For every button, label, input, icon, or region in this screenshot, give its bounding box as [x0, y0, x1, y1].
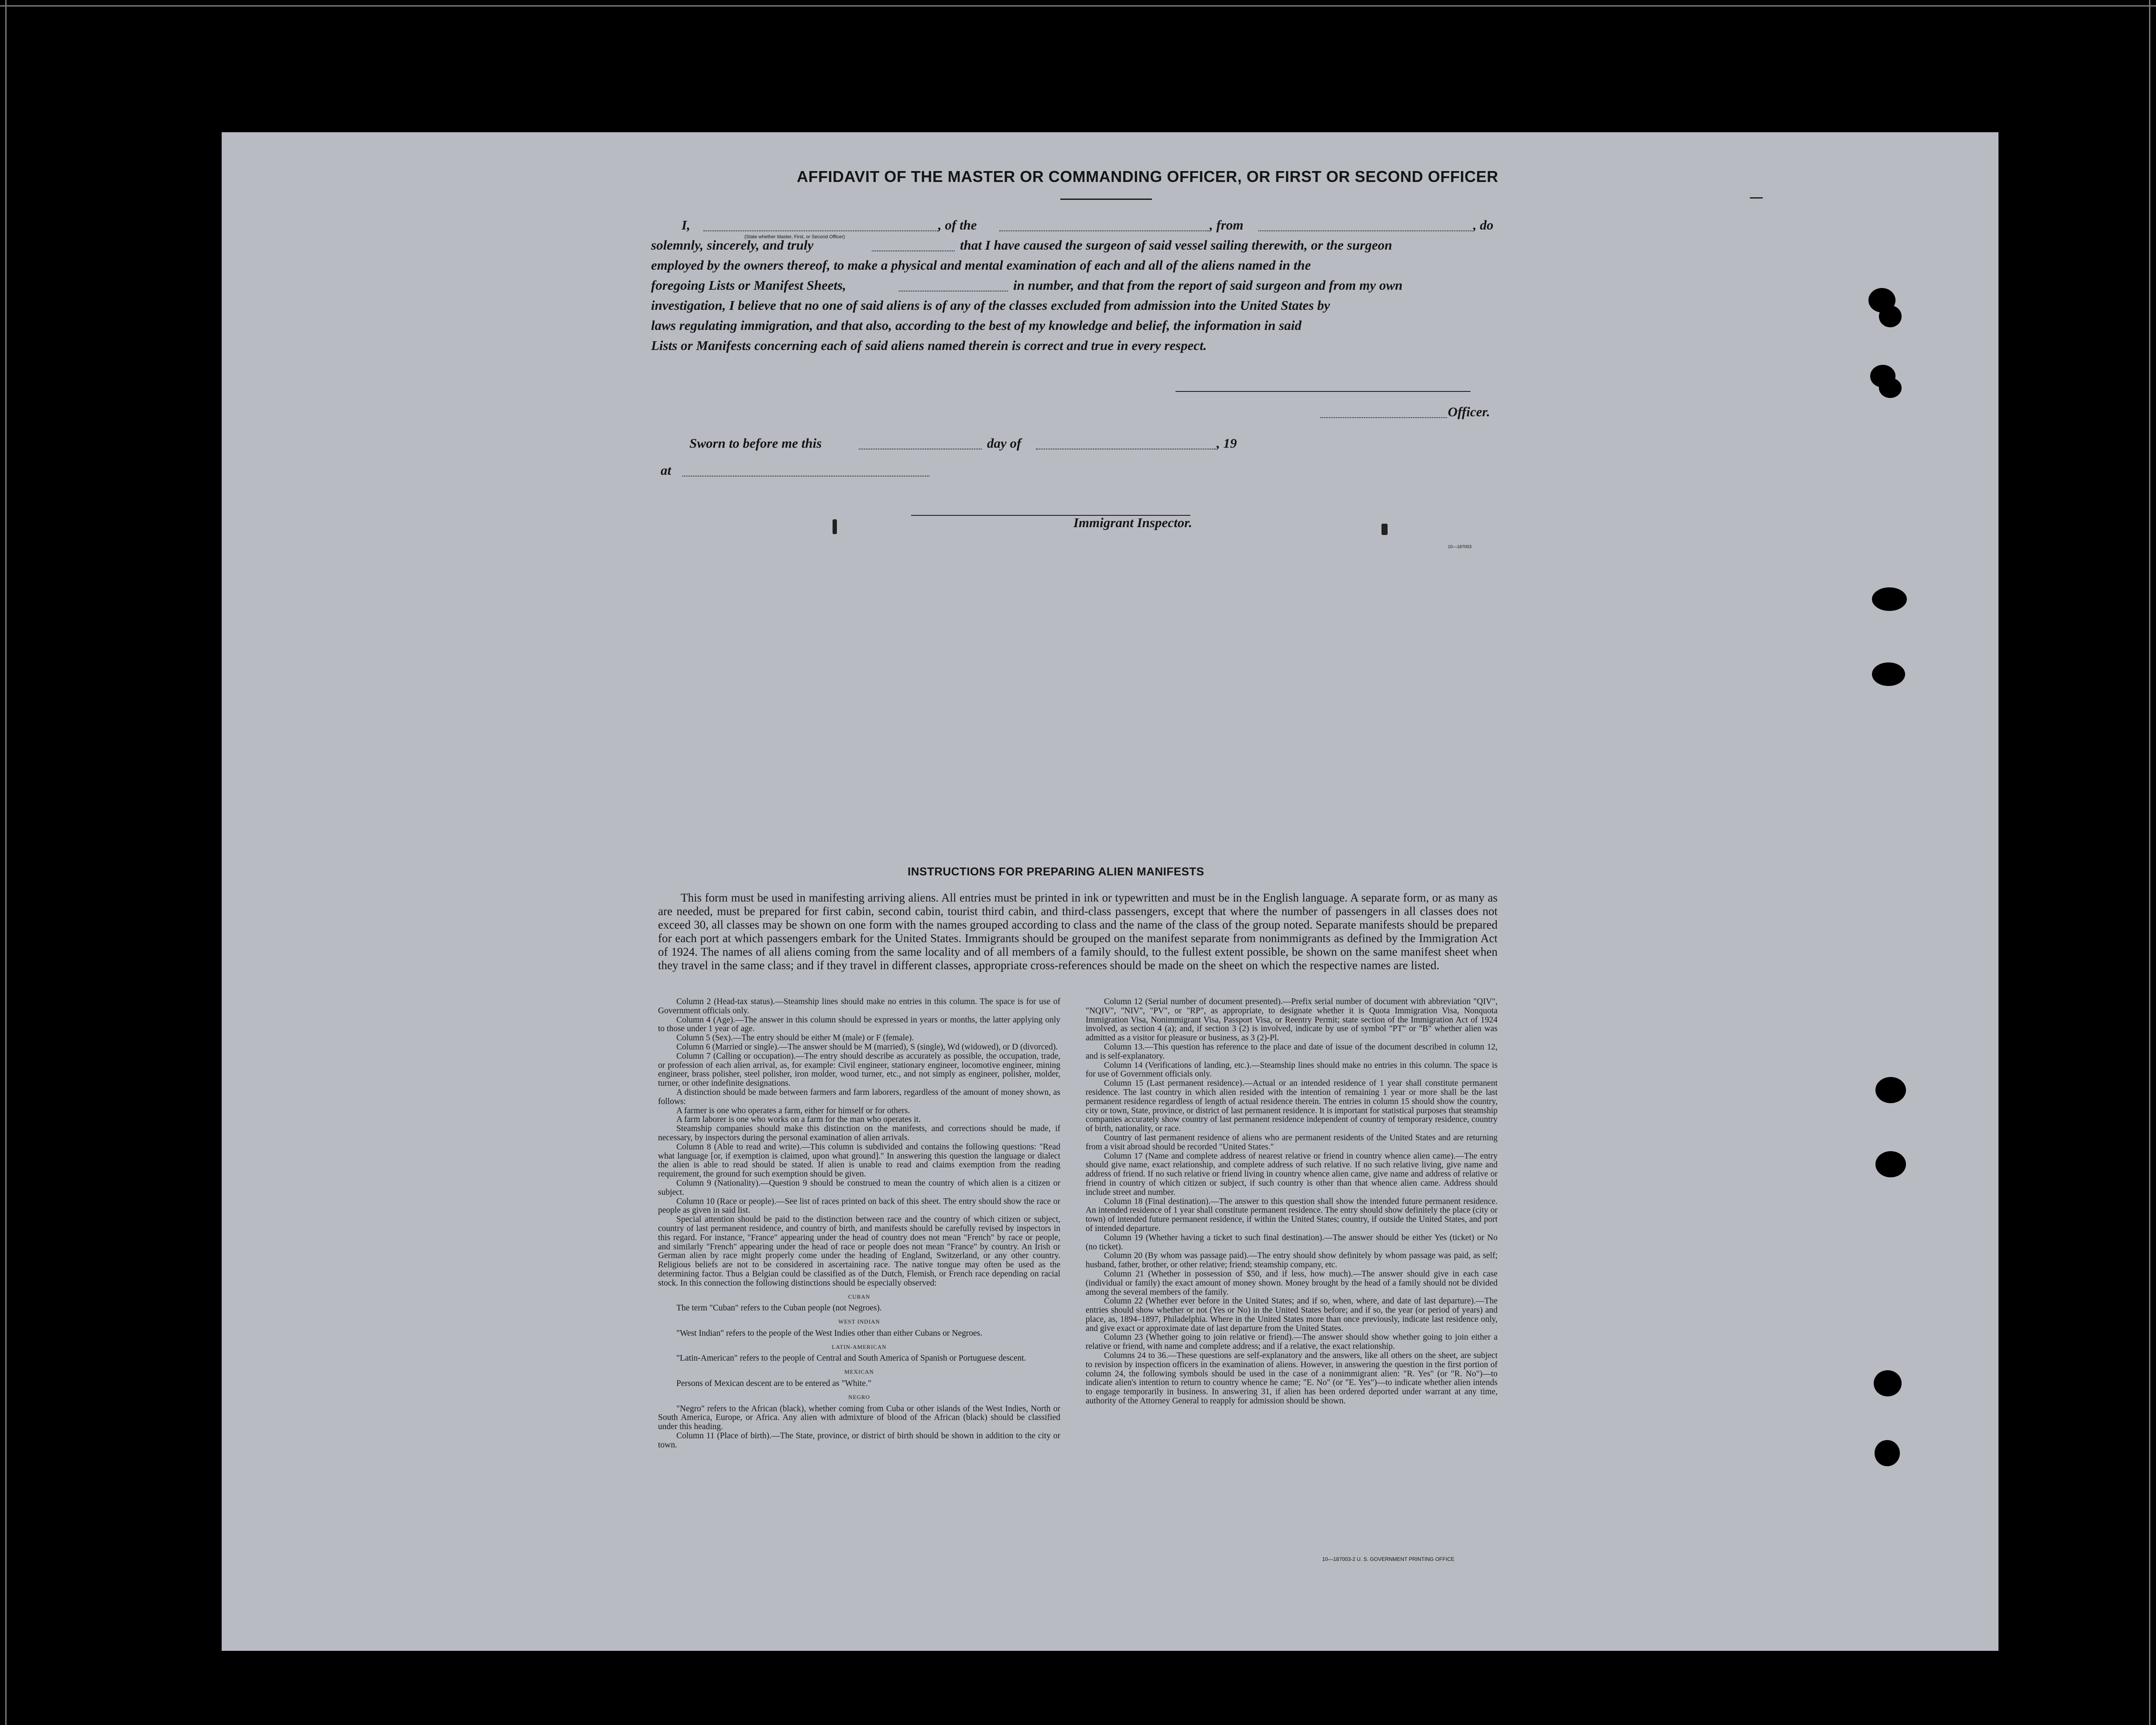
right-para: Column 18 (Final destination).—The answer to this question shall show the intended future permanent residence. An intended residence of 1 year shall constitute permanent residence. The entry should show definitely the place (city or town) of intended future permanent residence, if within the United States; country, if outside the United States, and port of intended departure. [1086, 1197, 1498, 1233]
alien-count-field[interactable] [899, 291, 1008, 292]
col11-text: Column 11 (Place of birth).—The State, province, or district of birth should be shown in addition to the city or town. [658, 1431, 1060, 1450]
solemnly-text: solemnly, sincerely, and truly [651, 237, 814, 253]
right-para: Column 21 (Whether in possession of $50, and if less, how much).—The answer should give in each case (individual or family) the exact amount of money shown. Money brought by the head of a family should not be divided among the several members of the family. [1086, 1269, 1498, 1297]
sworn-label: Sworn to before me this [689, 436, 822, 451]
inspector-label: Immigrant Inspector. [1073, 515, 1193, 530]
frame-line-right [2149, 0, 2150, 1725]
affidavit-form-code: 10—187003 [1448, 545, 1472, 549]
vessel-name-field[interactable] [999, 230, 1209, 231]
punch-hole [1875, 1151, 1906, 1177]
master-title-field[interactable] [703, 230, 939, 231]
employed-text: employed by the owners thereof, to make a physical and mental examination of each and all of the aliens named in the [651, 257, 1311, 273]
right-para: Column 12 (Serial number of document presented).—Prefix serial number of document with abbreviation "QIV", "NQIV", "NIV", "PV", or "RP", as appropriate, to designate whether it is Quota Immigration Visa, Nonquota Immigration Visa, Nonimmigrant Visa, Passport Visa, or Reentry Permit; state section of the Immigration Act of 1924 involved, as section 4 (a); and, if section 3 (2) is involved, indicate by use of symbol "PT" or "B" whether alien was admitted as a visitor for pleasure or business, as 3 (2)-Pl. [1086, 997, 1498, 1043]
instructions-right-column [1086, 998, 1498, 1406]
right-para: Column 19 (Whether having a ticket to such final destination).—The answer should be either Yes (ticket) or No (no ticket). [1086, 1233, 1498, 1252]
signature-line[interactable] [1176, 391, 1470, 392]
left-para: Column 7 (Calling or occupation).—The entry should describe as accurately as possible, the occupation, trade, or profession of each alien arrival, as, for example: Civil engineer, stationary engineer, locomotive engineer, mining engineer, brass polisher, steel polisher, iron molder, wood turner, etc., and not simply as engineer, polisher, molder, turner, or other indefinite designations. [658, 1051, 1060, 1088]
instructions-left-column [658, 998, 1060, 1450]
instructions-intro: This form must be used in manifesting arriving aliens. All entries must be printed in ink or typewritten and must be in the English language. A separate form, or as many as are needed, must be prepared for first cabin, second cabin, tourist third cabin, and third-class passengers, except that where the number of passengers in all classes does not exceed 30, all classes may be shown on one form with the names grouped according to class and the name of the class of the group noted. Separate manifests should be prepared for each port at which passengers embark for the United States. Immigrants should be grouped on the manifest separate from nonimmigrants as defined by the Immigration Act of 1924. The names of all aliens coming from the same locality and of all members of a family should, to the fullest extent possible, be shown on the same manifest sheet when they travel in the same class; and if they travel in different classes, appropriate cross-references should be made on the sheet on which the respective names are listed. [658, 891, 1498, 972]
right-para: Column 17 (Name and complete address of nearest relative or friend in country whence alien came).—The entry should give name, exact relationship, and complete address of such relative. If no such relative living, give name and address of friend. If no such relative or friend living in country whence alien came, give name and address of relative or friend in country of which citizen or subject, if such country is other than that whence alien came. Address should include street and number. [1086, 1151, 1498, 1197]
from-port-field[interactable] [1258, 230, 1472, 231]
title-underline [1060, 199, 1152, 200]
at-place-field[interactable] [682, 476, 929, 477]
punch-hole [1875, 1077, 1906, 1103]
right-para: Column 13.—This question has reference to the place and date of issue of the document described in column 12, and is self-explanatory. [1086, 1042, 1498, 1061]
instructions-title: INSTRUCTIONS FOR PREPARING ALIEN MANIFESTS [908, 865, 1204, 878]
do-label: , do [1473, 217, 1494, 233]
day-of-label: day of [987, 436, 1021, 451]
frame-line-top [0, 5, 2156, 7]
right-para: Columns 24 to 36.—These questions are self-explanatory and the answers, like all others on the sheet, are subject to revision by inspection officers in the examination of aliens. However, in answering the question in the first portion of column 24, the following symbols should be used in the case of a nonimmigrant alien: "R. Yes" (or "R. No")—to indicate alien's intention to return to country whence he came; "E. No" (or "E. Yes")—to indicate whether alien intends to engage temporarily in business. In answering 31, if alien has been ordered deported under warrant at any time, authority of the Attorney General to reapply for admission should be shown. [1086, 1351, 1498, 1406]
from-label: , from [1210, 217, 1244, 233]
surgeon-text: that I have caused the surgeon of said vessel sailing therewith, or the surgeon [960, 237, 1392, 253]
left-para: Column 9 (Nationality).—Question 9 should be construed to mean the country of which alien is a citizen or subject. [658, 1178, 1060, 1197]
heading-latin-american: LATIN-AMERICAN [832, 1343, 887, 1350]
left-para: A farm laborer is one who works on a farm for the man who operates it. [676, 1115, 921, 1125]
left-para: Column 4 (Age).—The answer in this column should be expressed in years or months, the latter applying only to those under 1 year of age. [658, 1015, 1060, 1034]
year-label: , 19 [1217, 436, 1237, 451]
master-title-note: (State whether Master, First, or Second Officer) [744, 234, 845, 240]
heading-negro: NEGRO [848, 1393, 870, 1400]
right-para: Column 23 (Whether going to join relative or friend).—The answer should show whether going to join either a relative or friend, with name and complete address; and if a relative, the exact relationship. [1086, 1333, 1498, 1351]
right-para: Column 22 (Whether ever before in the United States; and if so, when, where, and date of last departure).—The entries should show whether or not (Yes or No) in the United States before; and if so, the year (or period of years) and place, as, 1894–1897, Philadelphia. Where in the United States more than once previously, indicate last residence only, and give exact or approximate date of last departure from the United States. [1086, 1296, 1498, 1333]
affidavit-title: AFFIDAVIT OF THE MASTER OR COMMANDING OFFICER, OR FIRST OR SECOND OFFICER [797, 168, 1498, 185]
ink-mark [833, 519, 837, 534]
right-para: Column 14 (Verifications of landing, etc.).—Steamship lines should make no entries in this column. The space is for use of Government officials only. [1086, 1060, 1498, 1079]
of-the-label: , of the [938, 217, 977, 233]
in-number-text: in number, and that from the report of said surgeon and from my own [1013, 278, 1403, 293]
mexican-text: Persons of Mexican descent are to be entered as "White." [676, 1379, 871, 1389]
at-label: at [661, 463, 672, 478]
west-indian-text: "West Indian" refers to the people of the West Indies other than either Cubans or Negroes. [676, 1328, 983, 1338]
foregoing-text: foregoing Lists or Manifest Sheets, [651, 278, 846, 293]
left-para: Special attention should be paid to the distinction between race and the country of which citizen or subject, country of last permanent residence, and country of birth, and manifests should be carefully revised by inspectors in this regard. For instance, "France" appearing under the head of country does not mean "French" by race or people, and similarly "French" appearing under the head of race or people does not mean "France" by country. An Irish or German alien by race might properly come under the heading of England, Switzerland, or any other country. Religious beliefs are not to be considered in ascertaining race. The native tongue may often be used as the determining factor. Thus a Belgian could be classified as of the Dutch, Flemish, or French race depending on racial stock. In this connection the following distinctions should be especially observed: [658, 1215, 1060, 1288]
punch-hole [1872, 662, 1905, 686]
punch-hole [1879, 305, 1902, 327]
left-para: Column 6 (Married or single).—The answer should be M (married), S (single), Wd (widowed), or D (divorced). [676, 1042, 1058, 1052]
left-para: Column 5 (Sex).—The entry should be either M (male) or F (female). [676, 1033, 914, 1043]
ink-mark [1381, 524, 1388, 535]
investigation-text: investigation, I believe that no one of said aliens is of any of the classes excluded from admission into the United States by [651, 298, 1330, 313]
frame-line-left [5, 0, 7, 1725]
laws-text: laws regulating immigration, and that also, according to the best of my knowledge and belief, the information in said [651, 318, 1302, 333]
heading-cuban: CUBAN [848, 1293, 871, 1300]
right-para: Country of last permanent residence of aliens who are permanent residents of the United States and are returning from a visit abroad should be recorded "United States." [1086, 1133, 1498, 1152]
heading-west-indian: WEST INDIAN [838, 1318, 880, 1325]
right-para: Column 20 (By whom was passage paid).—The entry should show definitely by whom passage was paid, as self; husband, father, brother, or other relative; friend; steamship company, etc. [1086, 1251, 1498, 1270]
instructions-footer-code: 10—187003-2 U. S. GOVERNMENT PRINTING OFFICE [1322, 1556, 1455, 1562]
ink-mark [1750, 197, 1763, 199]
punch-hole [1872, 587, 1907, 611]
left-para: Column 10 (Race or people).—See list of races printed on back of this sheet. The entry should show the race or people as given in said list. [658, 1197, 1060, 1215]
left-para: Column 8 (Able to read and write).—This column is subdivided and contains the following questions: "Read what language [or, if exemption is claimed, upon what ground]." In answering this question the language or dialect the alien is able to read should be stated. If alien is unable to read and claims exemption from the reading requirement, the ground for such exemption should be given. [658, 1142, 1060, 1179]
left-para: A farmer is one who operates a farm, either for himself or for others. [676, 1106, 910, 1115]
latin-american-text: "Latin-American" refers to the people of Central and South America of Spanish or Portuguese descent. [676, 1354, 1026, 1363]
affidavit-i-label: I, [682, 217, 690, 233]
punch-hole [1875, 1440, 1900, 1466]
lists-text: Lists or Manifests concerning each of said aliens named therein is correct and true in every respect. [651, 338, 1207, 353]
left-para: A distinction should be made between farmers and farm laborers, regardless of the amount of money shown, as follows: [658, 1087, 1060, 1106]
officer-label: Officer. [1448, 404, 1490, 419]
heading-mexican: MEXICAN [844, 1368, 874, 1375]
punch-hole [1874, 1370, 1902, 1396]
left-para: Steamship companies should make this distinction on the manifests, and corrections should be made, if necessary, by inspectors during the personal examination of alien arrivals. [658, 1124, 1060, 1142]
negro-text: "Negro" refers to the African (black), whether coming from Cuba or other islands of the West Indies, North or South America, Europe, or Africa. Any alien with admixture of blood of the African (black) should be classified under this heading. [658, 1404, 1060, 1432]
cuban-text: The term "Cuban" refers to the Cuban people (not Negroes). [676, 1303, 882, 1313]
officer-field[interactable] [1320, 417, 1447, 418]
punch-hole [1879, 378, 1902, 398]
left-para: Column 2 (Head-tax status).—Steamship lines should make no entries in this column. The space is for use of Government officials only. [658, 997, 1060, 1015]
truly-field[interactable] [872, 250, 955, 251]
right-para: Column 15 (Last permanent residence).—Actual or an intended residence of 1 year shall constitute permanent residence. The last country in which alien resided with the intention of remaining 1 year or more shall be the last permanent residence regardless of length of actual residence therein. The entries in column 15 should show the country, city or town, State, province, or district of last permanent residence. It is important for statistical purposes that steamship companies accurately show country of last permanent residence independent of country of temporary residence, country of birth, nationality, or race. [1086, 1079, 1498, 1134]
